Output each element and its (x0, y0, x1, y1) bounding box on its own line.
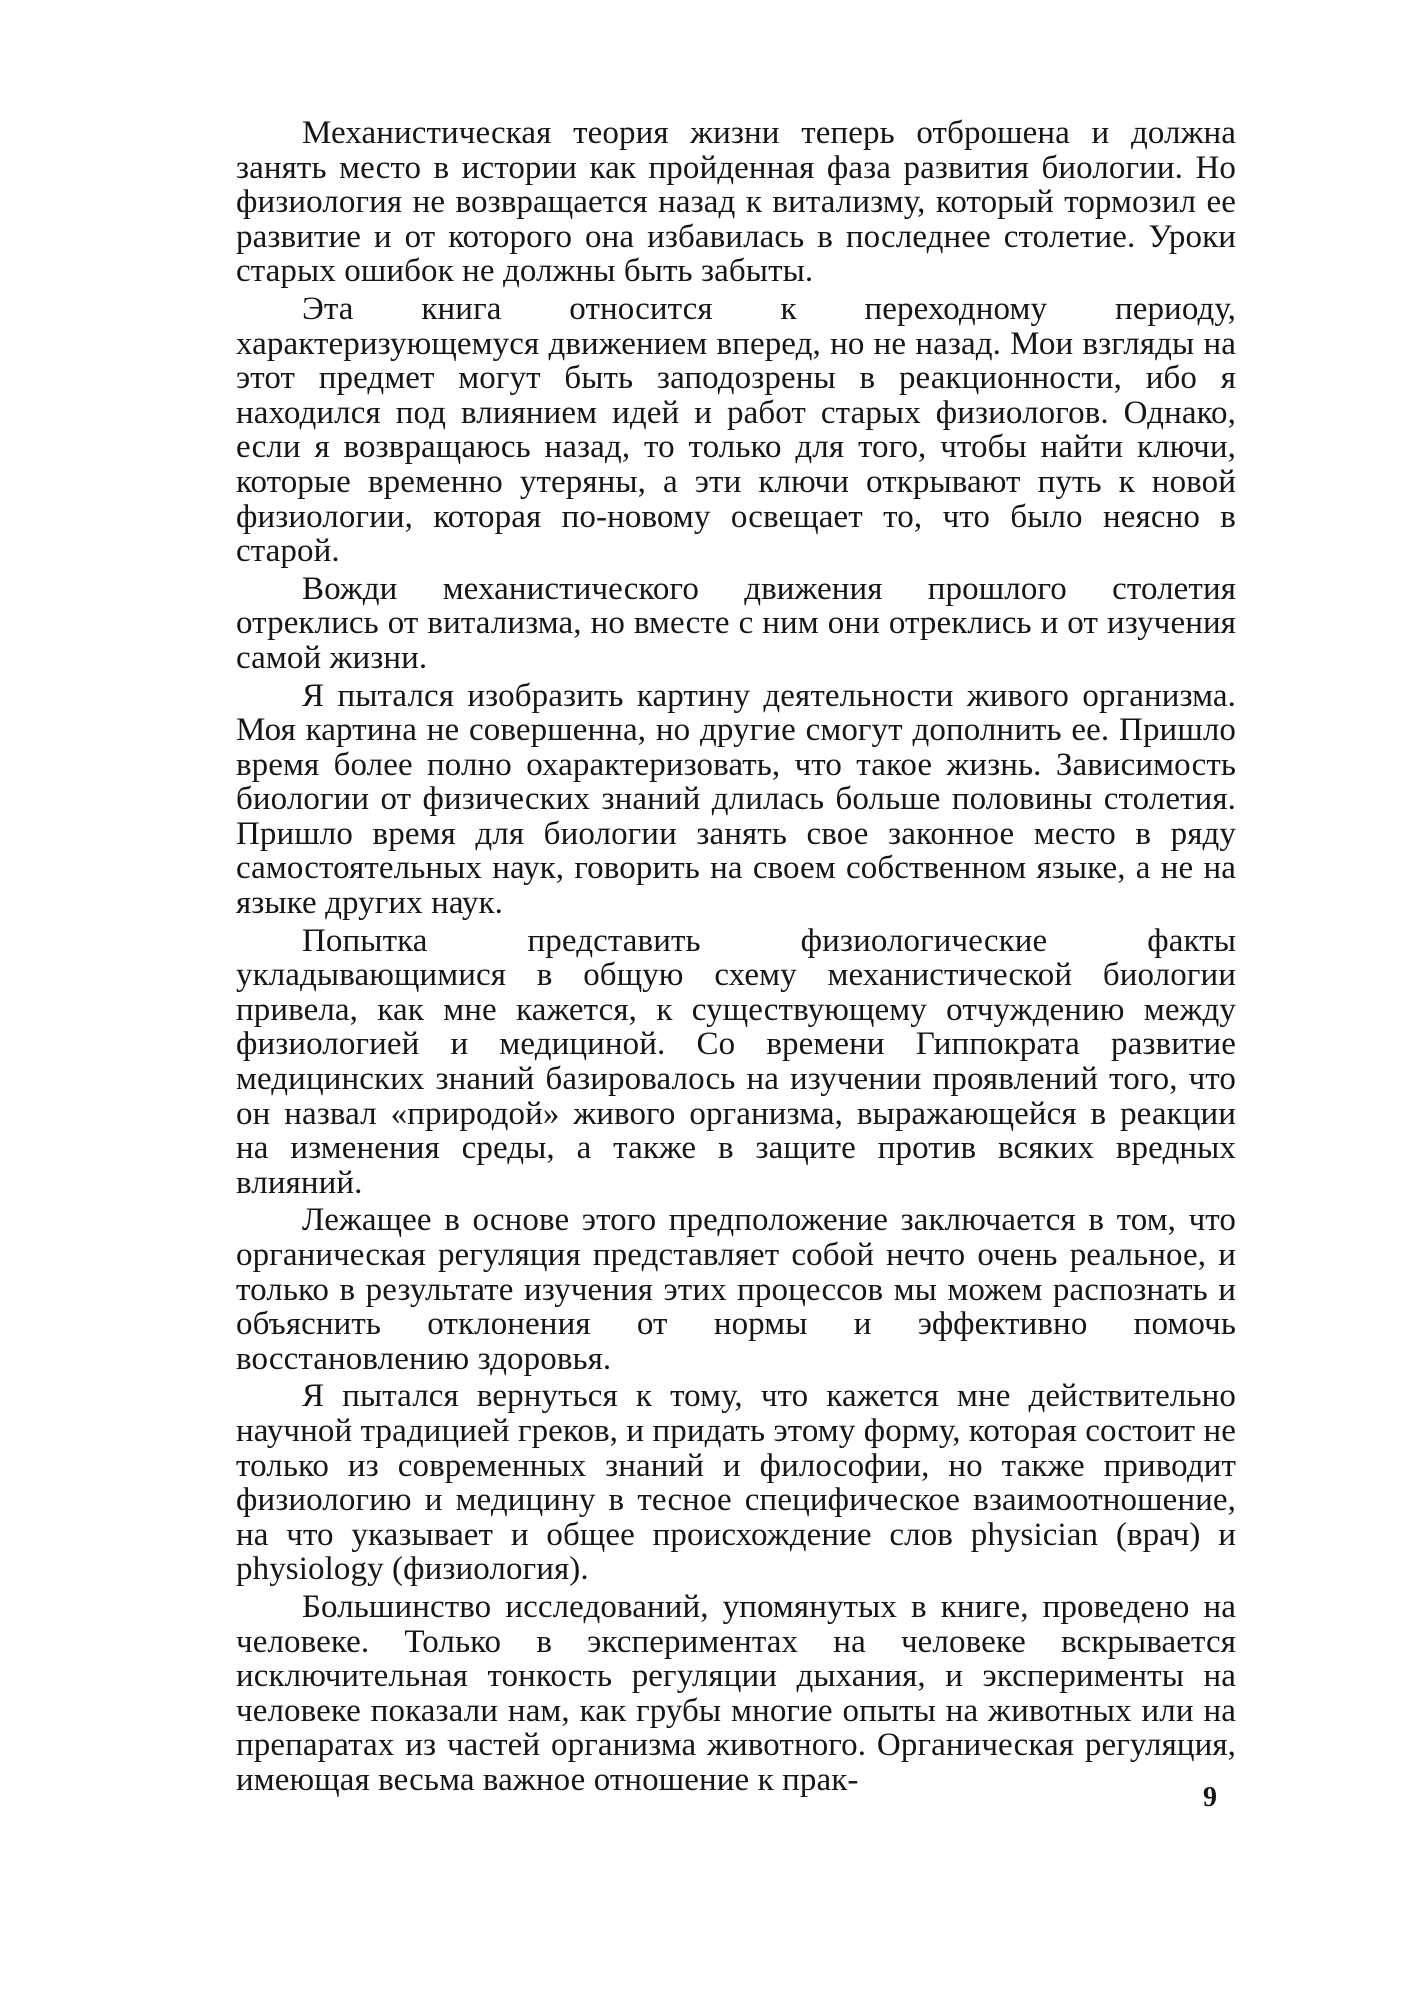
paragraph-4: Я пытался изобразить картину деятельности живого организма. Моя картина не совершенна, но другие смогут дополнить ее. Пришло время более полно охарактеризовать, что такое жизнь. Зависимость биологии от физических знаний длилась больше половины столетия. Пришло время для биологии занять свое законное место в ряду самостоятельных наук, говорить на своем собственном языке, а не на языке других наук. (236, 677, 1236, 922)
paragraph-3: Вожди механистического движения прошлого столетия отреклись от витализма, но вместе с ним они отреклись и от изучения самой жизни. (236, 570, 1236, 676)
page-number: 9 (1203, 1782, 1217, 1813)
paragraph-2: Эта книга относится к переходному периоду, характеризующемуся движением вперед, но не назад. Мои взгляды на этот предмет могут быть заподозрены в реакционности, ибо я находился под влиянием идей и работ старых физиологов. Однако, если я возвращаюсь назад, то только для того, чтобы найти ключи, которые временно утеряны, а эти ключи открывают путь к новой физиологии, которая по-новому освещает то, что было неясно в старой. (236, 290, 1236, 570)
paragraph-6: Лежащее в основе этого предположение заключается в том, что органическая регуляция представляет собой нечто очень реальное, и только в результате изучения этих процессов мы можем распознать и объяснить отклонения от нормы и эффективно помочь восстановлению здоровья. (236, 1202, 1236, 1377)
paragraph-5: Попытка представить физиологические факты укладывающимися в общую схему механистической биологии привела, как мне кажется, к существующему отчуждению между физиологией и медициной. Со времени Гиппократа развитие медицинских знаний базировалось на изучении проявлений того, что он назвал «природой» живого организма, выражающейся в реакции на изменения среды, а также в защите против всяких вредных влияний. (236, 922, 1236, 1201)
paragraph-1: Механистическая теория жизни теперь отброшена и должна занять место в истории как пройденная фаза развития биологии. Но физиология не возвращается назад к витализму, который тормозил ее развитие и от которого она избавилась в последнее столетие. Уроки старых ошибок не должны быть забыты. (236, 115, 1236, 290)
paragraph-8: Большинство исследований, упомянутых в книге, проведено на человеке. Только в экспериментах на человеке вскрывается исключительная тонкость регуляции дыхания, и эксперименты на человеке показали нам, как грубы многие опыты на животных или на препаратах из частей организма животного. Органическая регуляция, имеющая весьма важное отношение к прак- (236, 1588, 1236, 1798)
body-text (236, 116, 1236, 1801)
paragraph-7: Я пытался вернуться к тому, что кажется мне действительно научной традицией греков, и придать этому форму, которая состоит не только из современных знаний и философии, но также приводит физиологию и медицину в тесное специфическое взаимоотношение, на что указывает и общее происхождение слов physician (врач) и physiology (физиология). (236, 1378, 1236, 1588)
